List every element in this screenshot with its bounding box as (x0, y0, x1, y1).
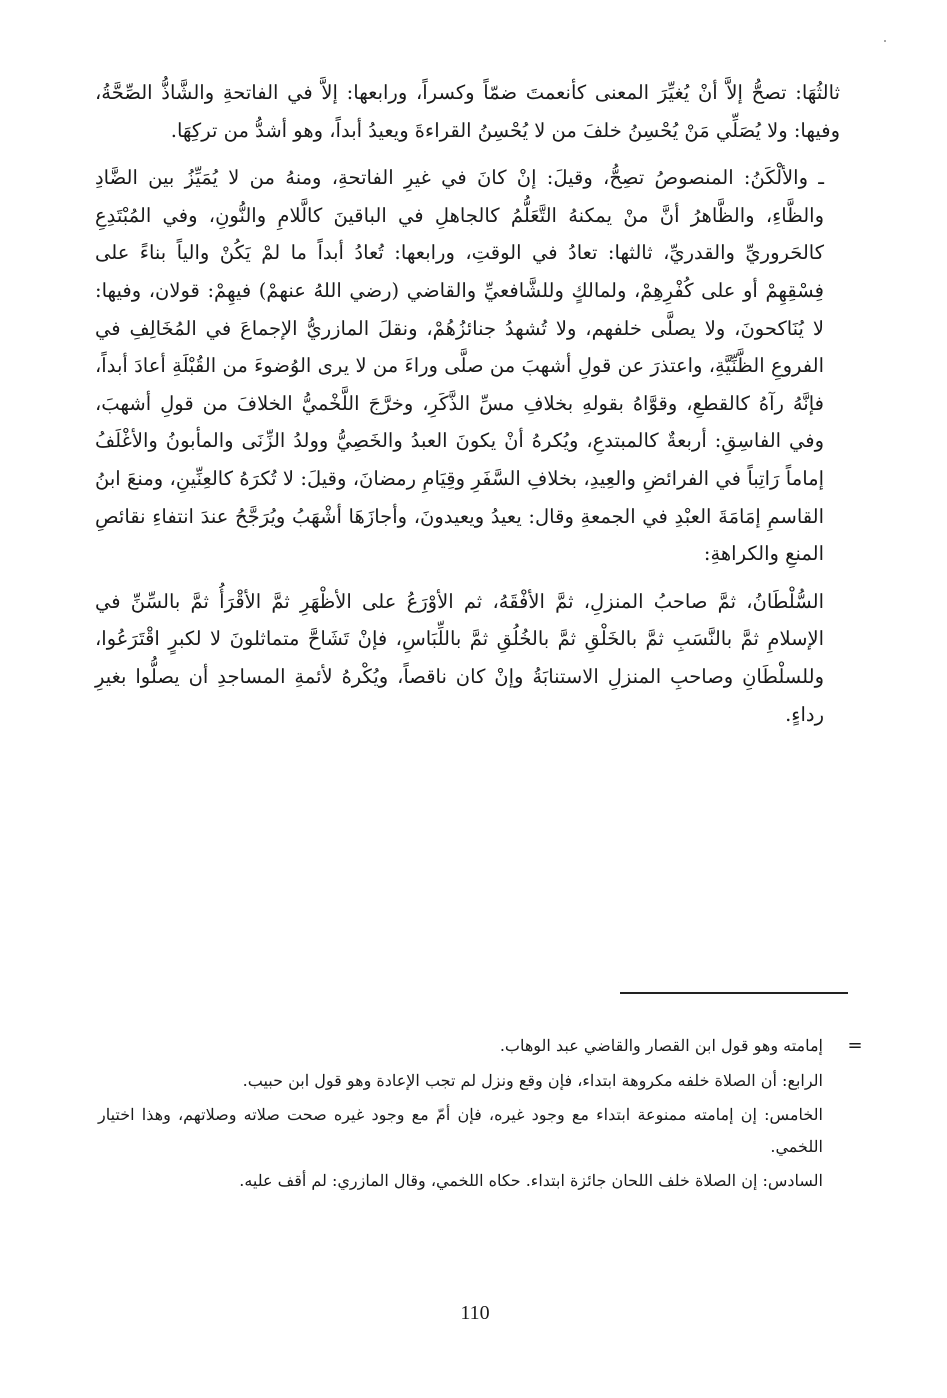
page-number: 110 (460, 1302, 490, 1324)
footnote-item: الرابع: أن الصلاة خلفه مكروهة ابتداء، فإن وقع ونزل لم تجب الإعادة وهو قول ابن حبيب. (242, 1070, 823, 1090)
footnote-item: الخامس: إن إمامته ممنوعة ابتداء مع وجود غيره، فإن أمّ مع وجود غيره صحت صلاته وصلاتهم، وهذا اختيار اللخمي. (98, 1105, 823, 1156)
main-text-body (95, 74, 840, 743)
footnote-item: إمامته وهو قول ابن القصار والقاضي عبد الوهاب. (499, 1036, 823, 1055)
footnotes (98, 1030, 823, 1200)
paragraph-2: ـ والألْكَنُ: المنصوصُ تصِحُّ، وقيلَ: إنْ كانَ في غيرِ الفاتحةِ، ومنهُ من لا يُمَيِّزُ بين الضَّادِ والظَّاءِ، والظَّاهرُ أنَّ منْ يمكنهُ التَّعَلُّمُ كالجاهلِ في الباقينَ كالَّلامِ والنُّونِ، وفي المُبْتَدِعِ كالحَروريِّ والقدريِّ، ثالثها: تعادُ في الوقتِ، ورابعها: تُعادُ أبداً ما لمْ يَكُنْ والياً بناءً على فِسْقِهِمْ أو على كُفْرِهِمْ، ولمالكٍ وللشَّافعيِّ والقاضي (رضي اللهُ عنهمْ) فيهِمْ: قولان، وفيها: لا يُنَاكحونَ، ولا يصلَّى خلفهم، ولا تُشهدُ جنائزُهُمْ، ونقلَ المازريُّ الإجماعَ في المُخَالِفِ في الفروعِ الظَّنِّيَّةِ، واعتذرَ عن قولِ أشهبَ من صلَّى وراءَ من لا يرى الوُضوءَ من القُبْلَةِ أعادَ أبداً، فإنَّهُ رآهُ كالقطعِ، وقوَّاهُ بقولهِ بخلافِ مسِّ الذَّكَرِ، وخرَّجَ اللَّخْميُّ الخلافَ من قولِ أشهبَ، وفي الفاسِقِ: أربعةٌ كالمبتدعِ، ويُكرهُ أنْ يكونَ العبدُ والخَصِيُّ وولدُ الزِّنَى والمأبونُ والأغْلَفُ إماماً رَاتِباً في الفرائضِ والعِيدِ، بخلافِ السَّفَرِ وقِيَامِ رمضانَ، وقيلَ: لا تُكرَهُ كالعِنِّينِ، ومنعَ ابنُ القاسمِ إمَامَةَ العبْدِ في الجمعةِ وقال: يعيدُ ويعيدونَ، وأجازَهَا أشْهَبُ ويُرَجَّحُ عندَ انتفاءِ نقائصِ المنعِ والكراهةِ: (95, 166, 824, 566)
footnote-continuation-mark: = (847, 1035, 863, 1056)
footnote-separator (620, 992, 848, 994)
footnote-item: السادس: إن الصلاة خلف اللحان جائزة ابتداء. حكاه اللخمي، وقال المازري: لم أقف عليه. (239, 1171, 823, 1190)
paragraph-1: ثالثُهَا: تصحُّ إلاَّ أنْ يُغيِّرَ المعنى كأنعمتَ ضمّاً وكسراً، ورابعها: إلاَّ في الفاتحةِ والشَّاذُّ الصِّحَّةُ، وفيها: ولا يُصَلِّي مَنْ يُحْسِنُ خلفَ من لا يُحْسِنُ القراءةَ ويعيدُ أبداً، وهو أشدُّ من تركِهَا. (95, 81, 840, 142)
scan-speck (884, 40, 886, 42)
paragraph-3: السُّلْطَانُ، ثمَّ صاحبُ المنزلِ، ثمَّ الأفْقَهُ، ثم الأوْرَعُ على الأظْهَرِ ثمَّ الأقْرَأُ ثمَّ بالسِّنِّ في الإسلامِ ثمَّ بالنَّسَبِ ثمَّ بالخَلْقِ ثمَّ بالخُلُقِ ثمَّ باللِّبَاسِ، فإنْ تَشَاحَّ متماثلونَ لا لكبرٍ اقْتَرَعُوا، وللسلْطَانِ وصاحبِ المنزلِ الاستنابَةُ وإنْ كان ناقصاً، ويُكْرهُ لأئمةِ المساجدِ أن يصلُّوا بغيرِ رداءٍ. (95, 589, 824, 726)
